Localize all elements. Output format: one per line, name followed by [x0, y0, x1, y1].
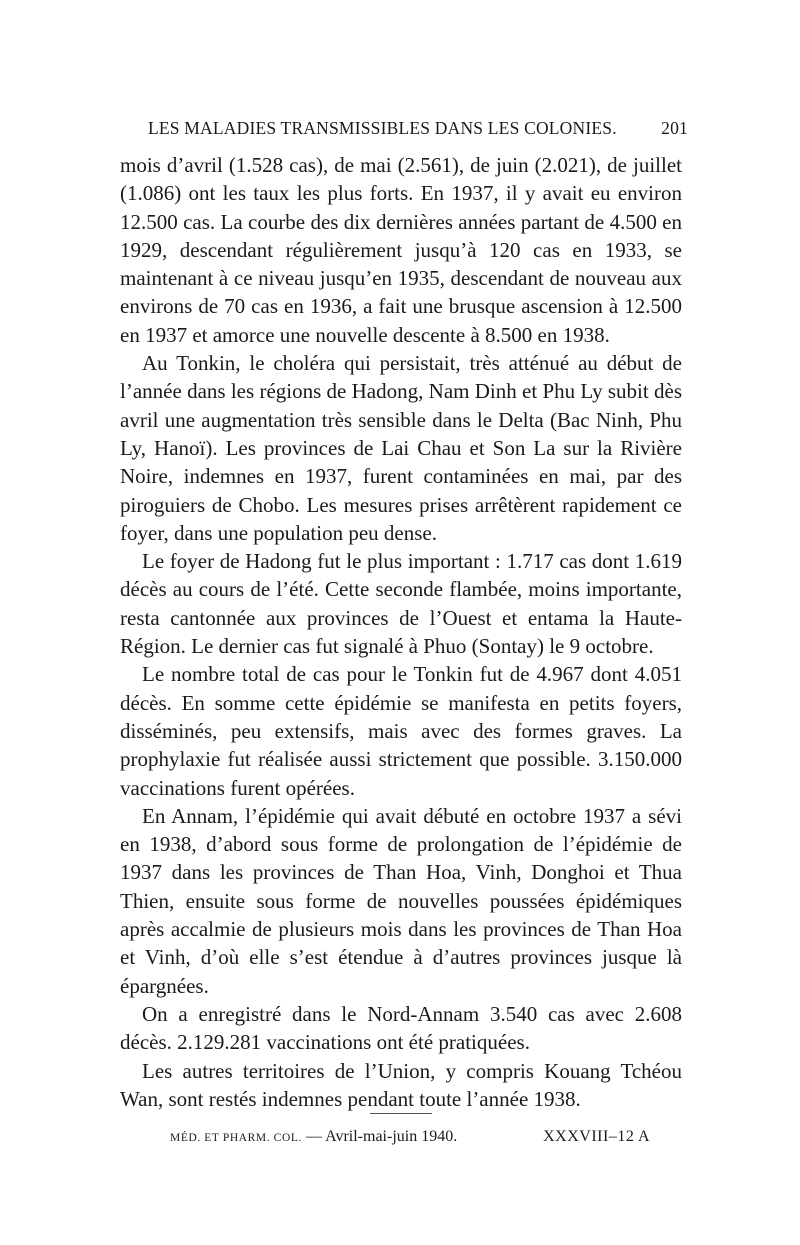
- body-text: [120, 151, 682, 1113]
- paragraph-nord-annam: On a enregistré dans le Nord-Annam 3.540 cas avec 2.608 décès. 2.129.281 vaccinations ont été pratiquées.: [120, 1001, 682, 1055]
- footer-divider: [370, 1113, 432, 1114]
- page-footer: [170, 1128, 650, 1146]
- running-title: LES MALADIES TRANSMISSIBLES DANS LES COLONIES.: [148, 118, 617, 138]
- footer-separator: —: [305, 1128, 322, 1145]
- footer-signature: XXXVIII–12 A: [543, 1128, 650, 1145]
- paragraph-annam: En Annam, l’épidémie qui avait débuté en octobre 1937 a sévi en 1938, d’abord sous forme de prolongation de l’épidémie de 1937 dans les provinces de Than Hoa, Vinh, Donghoi et Thua Thien, ensuite sous forme de nouvelles poussées épidémiques après accalmie de plusieurs mois dans les provinces de Than Hoa et Vinh, d’où elle s’est étendue à d’autres provinces jusque là épargnées.: [120, 803, 682, 998]
- paragraph-other-territories: Les autres territoires de l’Union, y compris Kouang Tchéou Wan, sont restés indemnes pendant toute l’année 1938.: [120, 1058, 682, 1111]
- footer-journal: MÉD. ET PHARM. COL.: [170, 1132, 302, 1144]
- paragraph-hadong: Le foyer de Hadong fut le plus important : 1.717 cas dont 1.619 décès au cours de l’été. Cette seconde flambée, moins importante, resta cantonnée aux provinces de l’Ouest et entama la Haute-Région. Le dernier cas fut signalé à Phuo (Sontay) le 9 octobre.: [120, 549, 682, 659]
- paragraph-tonkin-total: Le nombre total de cas pour le Tonkin fut de 4.967 dont 4.051 décès. En somme cette épidémie se manifesta en petits foyers, disséminés, peu extensifs, mais avec des formes graves. La prophylaxie fut réalisée aussi strictement que possible. 3.150.000 vaccinations furent opérées.: [120, 662, 682, 800]
- paragraph-continued: mois d’avril (1.528 cas), de mai (2.561), de juin (2.021), de juillet (1.086) ont les taux les plus forts. En 1937, il y avait eu environ 12.500 cas. La courbe des dix dernières années partant de 4.500 en 1929, descendant régulièrement jusqu’à 120 cas en 1933, se maintenant à ce niveau jusqu’en 1935, descendant de nouveau aux environs de 70 cas en 1936, a fait une brusque ascension à 12.500 en 1937 et amorce une nouvelle descente à 8.500 en 1938.: [120, 153, 682, 347]
- footer-issue: Avril-mai-juin 1940.: [325, 1128, 458, 1145]
- paragraph-tonkin: Au Tonkin, le choléra qui persistait, très atténué au début de l’année dans les régions de Hadong, Nam Dinh et Phu Ly subit dès avril une augmentation très sensible dans le Delta (Bac Ninh, Phu Ly, Hanoï). Les provinces de Lai Chau et Son La sur la Rivière Noire, indemnes en 1937, furent contaminées en mai, par des piroguiers de Chobo. Les mesures prises arrêtèrent rapidement ce foyer, dans une population peu dense.: [120, 351, 682, 545]
- page-number: 201: [661, 118, 688, 138]
- running-header: [148, 118, 688, 144]
